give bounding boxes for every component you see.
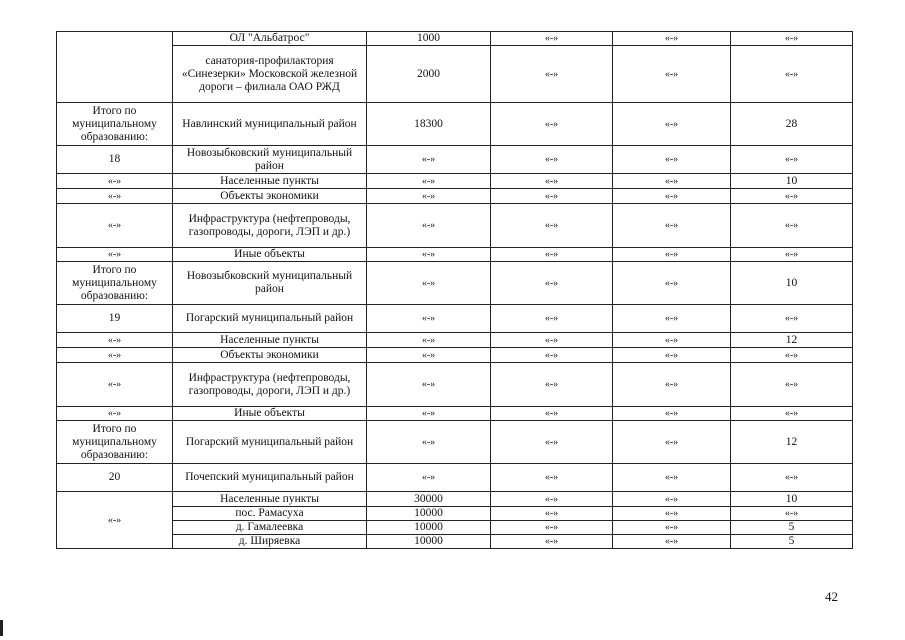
table-cell: «-» (613, 421, 731, 464)
table-cell: «-» (367, 189, 491, 204)
table-cell: 10000 (367, 535, 491, 549)
table-cell: «-» (491, 32, 613, 46)
table-cell: Объекты экономики (173, 348, 367, 363)
table-cell: «-» (491, 535, 613, 549)
table-cell: «-» (491, 492, 613, 507)
table-cell: «-» (613, 348, 731, 363)
table-cell: д. Гамалеевка (173, 521, 367, 535)
table-cell: «-» (613, 174, 731, 189)
table-cell: «-» (367, 204, 491, 248)
table-cell: Погарский муниципальный район (173, 421, 367, 464)
table-cell: «-» (491, 204, 613, 248)
table-cell: пос. Рамасуха (173, 507, 367, 521)
table-cell: «-» (57, 189, 173, 204)
table-cell: 10 (731, 262, 853, 305)
table-cell: «-» (613, 407, 731, 421)
table-cell: «-» (731, 464, 853, 492)
table-row (57, 507, 853, 521)
table-cell: 12 (731, 333, 853, 348)
table-cell: 12 (731, 421, 853, 464)
table-cell: Навлинский муниципальный район (173, 103, 367, 146)
table-cell: «-» (491, 305, 613, 333)
table-cell: 1000 (367, 32, 491, 46)
table-cell: «-» (367, 248, 491, 262)
table-cell: «-» (613, 535, 731, 549)
table-cell: «-» (367, 363, 491, 407)
table-cell: 28 (731, 103, 853, 146)
table-cell: Итого по муниципальному образованию: (57, 262, 173, 305)
table-cell: «-» (731, 248, 853, 262)
table-cell: «-» (367, 174, 491, 189)
table-cell: «-» (731, 305, 853, 333)
table-row (57, 103, 853, 146)
table-cell: «-» (491, 407, 613, 421)
table-cell: «-» (367, 146, 491, 174)
table-cell: Итого по муниципальному образованию: (57, 421, 173, 464)
table-cell: Погарский муниципальный район (173, 305, 367, 333)
table-cell: Инфраструктура (нефтепроводы, газопроводы, дороги, ЛЭП и др.) (173, 204, 367, 248)
table-cell: «-» (367, 348, 491, 363)
table-cell: «-» (731, 204, 853, 248)
table-cell: «-» (491, 174, 613, 189)
table-row (57, 348, 853, 363)
table-row (57, 521, 853, 535)
table-cell: 19 (57, 305, 173, 333)
table-cell: «-» (367, 464, 491, 492)
table-cell: «-» (367, 333, 491, 348)
table-cell: «-» (491, 262, 613, 305)
table-cell: «-» (57, 348, 173, 363)
table-row (57, 464, 853, 492)
table-cell: «-» (57, 248, 173, 262)
table-cell: «-» (57, 204, 173, 248)
table-cell: 5 (731, 535, 853, 549)
table-cell: «-» (613, 464, 731, 492)
table-row (57, 204, 853, 248)
table-cell: «-» (613, 103, 731, 146)
table-cell: «-» (491, 363, 613, 407)
table-cell: «-» (613, 146, 731, 174)
table-row (57, 407, 853, 421)
table-cell: «-» (57, 174, 173, 189)
table-cell: Новозыбковский муниципальный район (173, 262, 367, 305)
scan-edge-mark (0, 620, 3, 636)
table-cell: ОЛ "Альбатрос" (173, 32, 367, 46)
table-row (57, 174, 853, 189)
table-cell: 18 (57, 146, 173, 174)
table-cell: 10 (731, 174, 853, 189)
table-cell: «-» (57, 492, 173, 549)
table-cell: «-» (613, 305, 731, 333)
table-row (57, 492, 853, 507)
table-cell: «-» (731, 348, 853, 363)
table-cell: «-» (613, 32, 731, 46)
table-cell: «-» (731, 146, 853, 174)
table-cell: «-» (491, 348, 613, 363)
table-cell: «-» (613, 46, 731, 103)
table-cell: «-» (613, 189, 731, 204)
table-cell: «-» (491, 189, 613, 204)
table-cell: «-» (731, 189, 853, 204)
table-cell: «-» (731, 507, 853, 521)
table-row (57, 333, 853, 348)
table-cell: «-» (613, 521, 731, 535)
table-cell: «-» (491, 507, 613, 521)
table-cell: 5 (731, 521, 853, 535)
table-cell: «-» (367, 262, 491, 305)
table-row (57, 248, 853, 262)
table-cell: Инфраструктура (нефтепроводы, газопроводы, дороги, ЛЭП и др.) (173, 363, 367, 407)
table-row (57, 146, 853, 174)
table-cell: «-» (57, 333, 173, 348)
table-cell: Иные объекты (173, 248, 367, 262)
table-cell: Итого по муниципальному образованию: (57, 103, 173, 146)
table-row (57, 32, 853, 46)
table-cell: «-» (613, 492, 731, 507)
table-cell: «-» (367, 407, 491, 421)
table-cell: «-» (491, 421, 613, 464)
table-cell: «-» (613, 507, 731, 521)
table-row (57, 535, 853, 549)
table-cell: 10000 (367, 507, 491, 521)
table-cell: «-» (367, 305, 491, 333)
table-cell (57, 32, 173, 103)
table-row (57, 363, 853, 407)
table-cell: 30000 (367, 492, 491, 507)
table-cell: «-» (613, 363, 731, 407)
table-cell: 2000 (367, 46, 491, 103)
table-cell: санатория-профилактория «Синезерки» Московской железной дороги – филиала ОАО РЖД (173, 46, 367, 103)
table-cell: «-» (731, 363, 853, 407)
table-cell: «-» (491, 146, 613, 174)
table-body (57, 32, 853, 549)
table-cell: «-» (57, 407, 173, 421)
table-row (57, 305, 853, 333)
table-cell: 18300 (367, 103, 491, 146)
table-cell: Населенные пункты (173, 333, 367, 348)
table-cell: Иные объекты (173, 407, 367, 421)
table-cell: «-» (491, 248, 613, 262)
table-cell: «-» (613, 204, 731, 248)
table-cell: Населенные пункты (173, 492, 367, 507)
page-number: 42 (825, 589, 838, 604)
table-cell: «-» (491, 103, 613, 146)
table-cell: «-» (731, 32, 853, 46)
table-cell: «-» (57, 363, 173, 407)
table-cell: «-» (491, 464, 613, 492)
table-cell: Населенные пункты (173, 174, 367, 189)
table-cell: «-» (731, 407, 853, 421)
table-row (57, 262, 853, 305)
table-cell: «-» (613, 248, 731, 262)
table-cell: «-» (491, 46, 613, 103)
table-row (57, 46, 853, 103)
table-cell: «-» (491, 521, 613, 535)
table-cell: 10000 (367, 521, 491, 535)
settlements-table (56, 31, 853, 549)
table-cell: Почепский муниципальный район (173, 464, 367, 492)
table-cell: «-» (731, 46, 853, 103)
table-cell: «-» (491, 333, 613, 348)
table-cell: д. Ширяевка (173, 535, 367, 549)
table-cell: «-» (613, 262, 731, 305)
table-cell: «-» (367, 421, 491, 464)
table-row (57, 421, 853, 464)
table-row (57, 189, 853, 204)
table-cell: 10 (731, 492, 853, 507)
table-cell: 20 (57, 464, 173, 492)
table-cell: Новозыбковский муниципальный район (173, 146, 367, 174)
table-cell: «-» (613, 333, 731, 348)
table-cell: Объекты экономики (173, 189, 367, 204)
